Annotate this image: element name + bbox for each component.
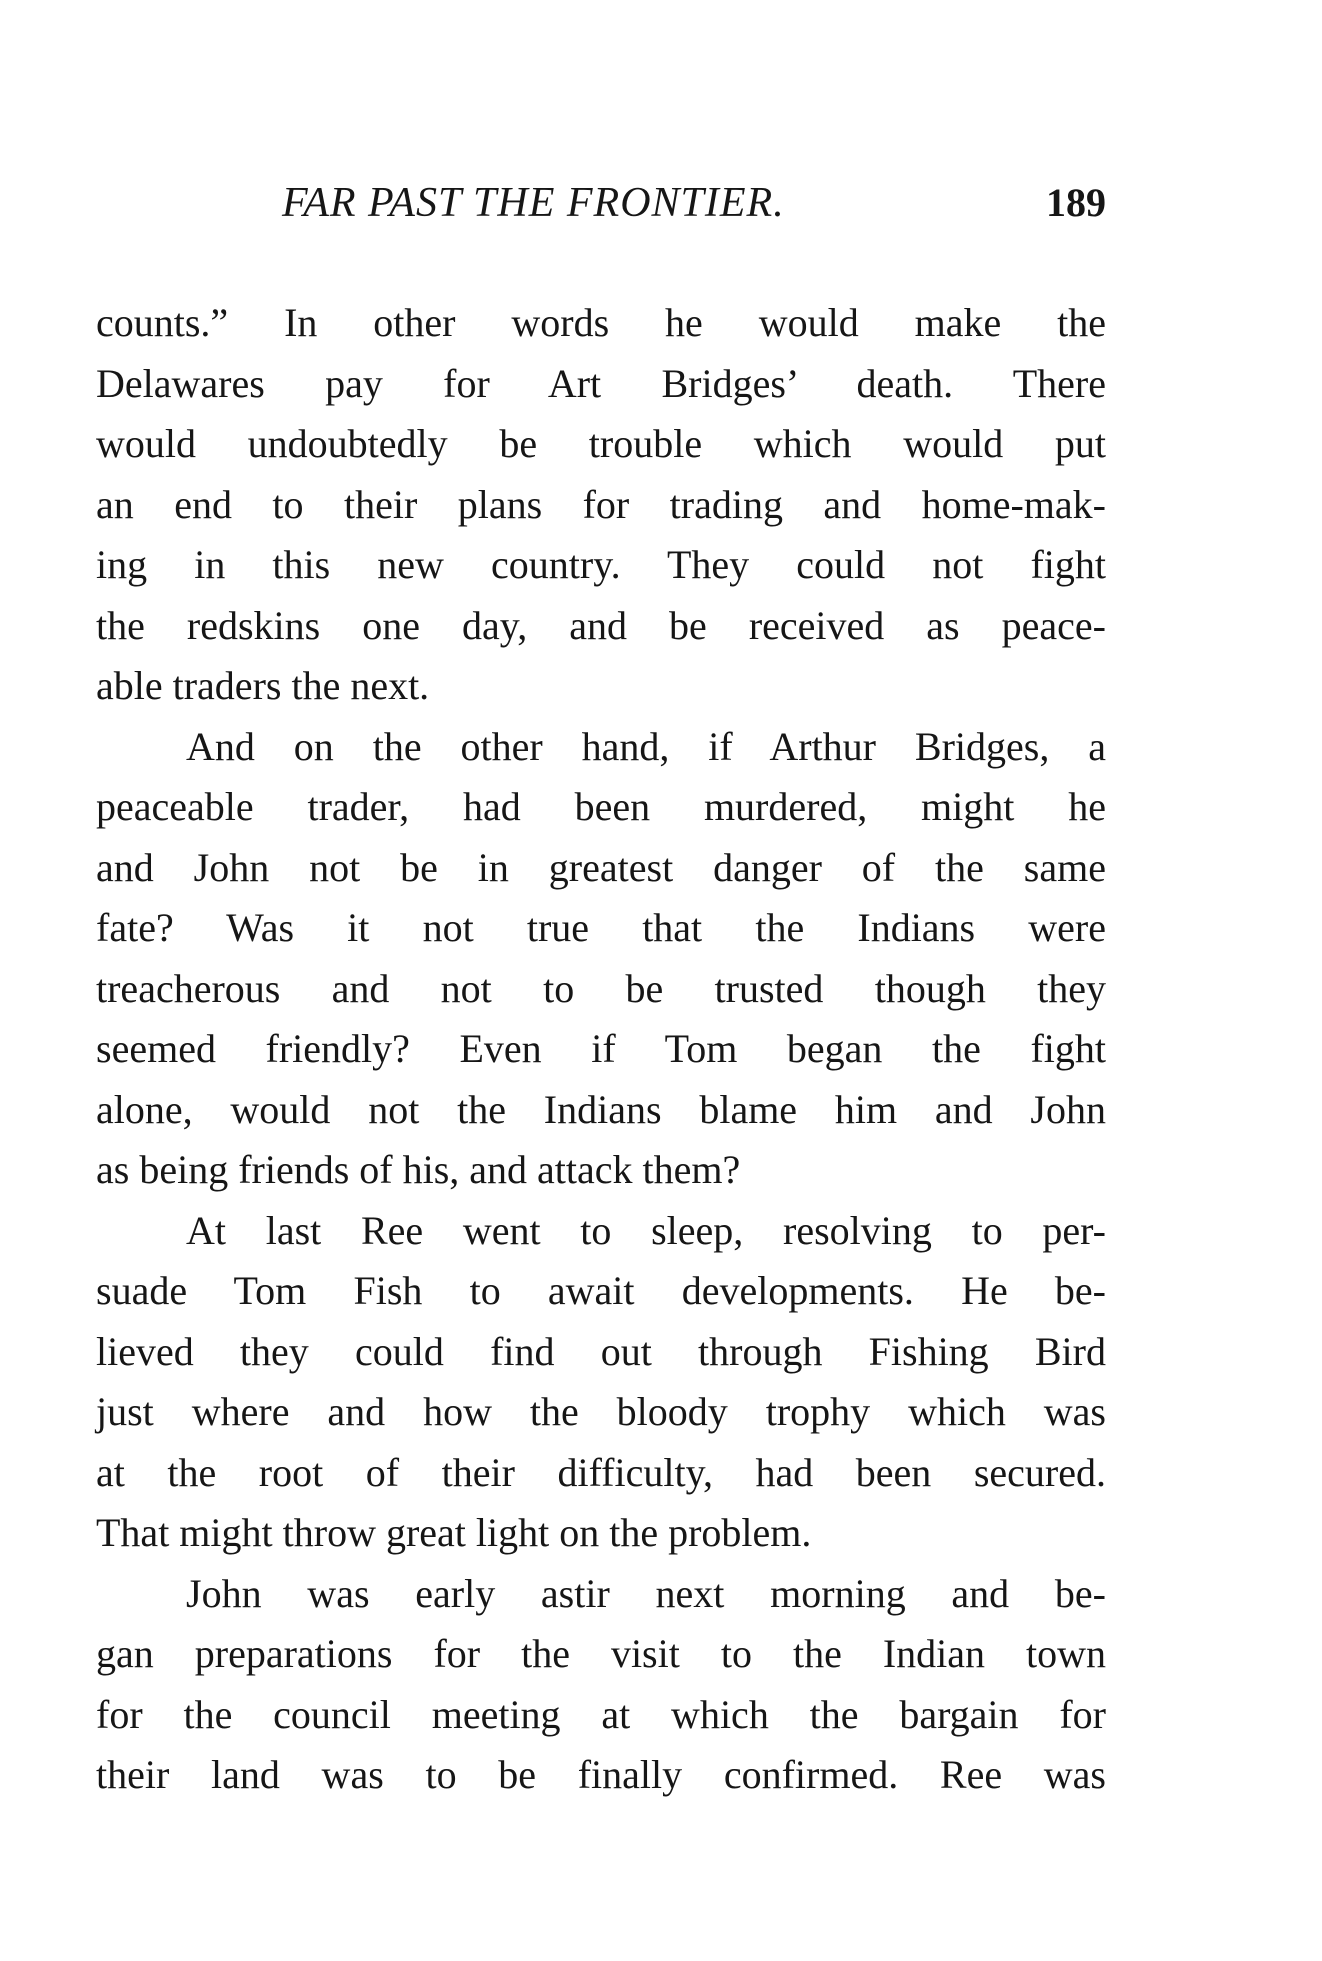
text-line: suade Tom Fish to await developments. He be- [96,1268,1106,1313]
text-line: lieved they could find out through Fishing Bird [96,1328,1106,1374]
running-title: FAR PAST THE FRONTIER. [282,180,785,226]
text-line: able traders the next. [96,663,430,708]
text-line: an end to their plans for trading and home-mak- [96,481,1106,527]
text-line: as being friends of his, and attack them? [96,1147,741,1192]
text-line: peaceable trader, had been murdered, might he [96,784,1106,829]
text-line: seemed friendly? Even if Tom began the fight [96,1026,1106,1071]
text-line: At last Ree went to sleep, resolving to per- [186,1207,1106,1253]
text-line: at the root of their difficulty, had been secured. [96,1449,1106,1495]
body-text [96,293,1106,1806]
page-number: 189 [1046,180,1106,225]
paragraph-3 [96,1201,1106,1564]
paragraph-4 [96,1564,1106,1806]
text-line: the redskins one day, and be received as peace- [96,602,1106,648]
text-line: That might throw great light on the problem. [96,1510,812,1555]
text-line: And on the other hand, if Arthur Bridges, a [186,723,1106,769]
text-line: counts.” In other words he would make the [96,300,1106,345]
text-line: John was early astir next morning and be- [186,1570,1106,1616]
text-line: alone, would not the Indians blame him and John [96,1086,1106,1132]
text-line: treacherous and not to be trusted though they [96,965,1106,1011]
text-line: gan preparations for the visit to the Indian town [96,1631,1106,1676]
text-line: ing in this new country. They could not fight [96,542,1106,587]
paragraph-2 [96,717,1106,1201]
text-line: and John not be in greatest danger of the same [96,844,1106,890]
text-line: Delawares pay for Art Bridges’ death. There [96,360,1106,406]
paragraph-1 [96,293,1106,717]
text-line: just where and how the bloody trophy which was [96,1389,1106,1434]
running-head [96,178,1106,238]
text-line: would undoubtedly be trouble which would put [96,421,1106,466]
text-line: fate? Was it not true that the Indians were [96,905,1106,950]
text-line: for the council meeting at which the bargain for [96,1691,1106,1737]
text-line: their land was to be finally confirmed. Ree was [96,1752,1106,1797]
